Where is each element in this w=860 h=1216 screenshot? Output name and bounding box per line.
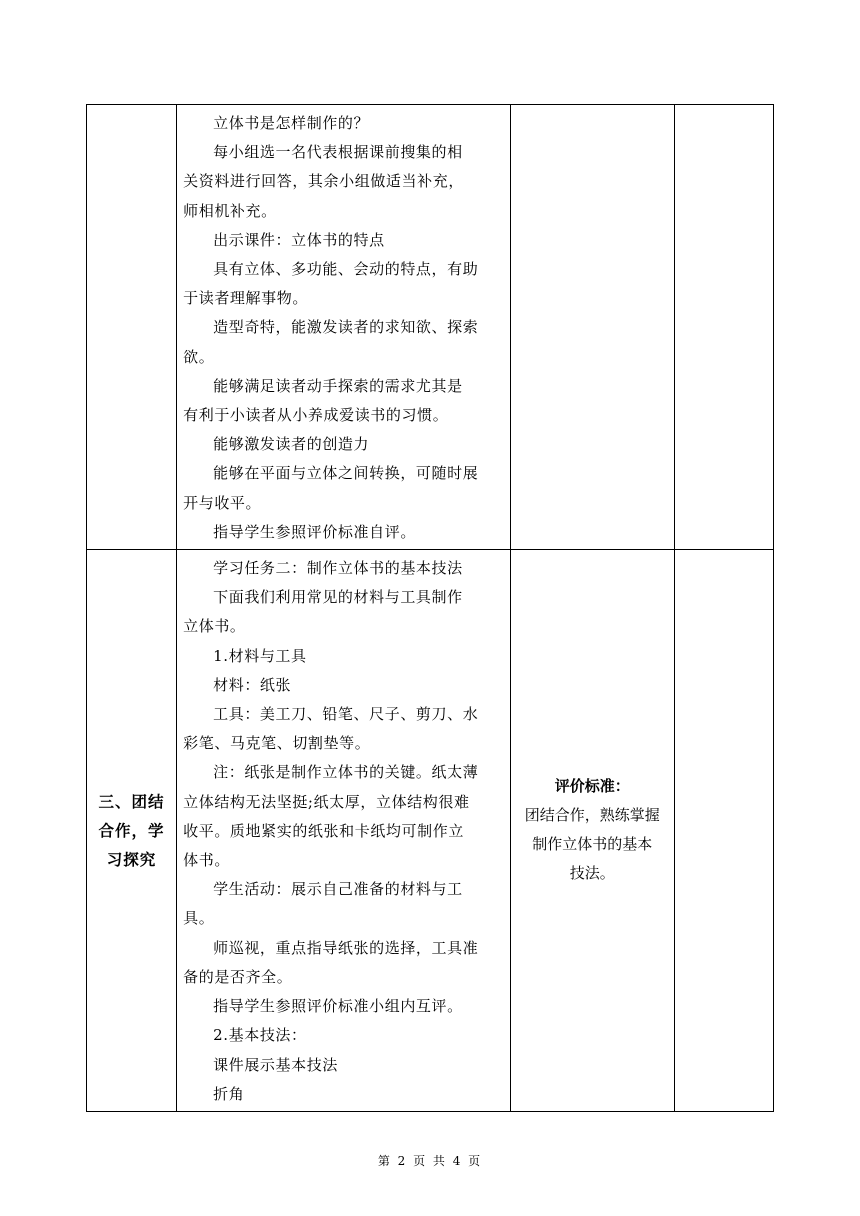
evaluation-cell bbox=[510, 105, 674, 550]
text-line: 欲。 bbox=[183, 347, 215, 366]
activity-content bbox=[177, 550, 509, 1111]
text-line: 材料：纸张 bbox=[213, 675, 292, 694]
text-line: 具有立体、多功能、会动的特点，有助 bbox=[213, 260, 479, 279]
text-line: 1.材料与工具 bbox=[213, 646, 307, 665]
text-line: 关资料进行回答，其余小组做适当补充， bbox=[183, 172, 464, 191]
evaluation-cell bbox=[510, 550, 674, 1112]
text-line: 有利于小读者从小养成爱读书的习惯。 bbox=[183, 406, 449, 425]
text-line: 收平。质地紧实的纸张和卡纸均可制作立 bbox=[183, 821, 464, 840]
text-line: 备的是否齐全。 bbox=[183, 967, 293, 986]
text-line: 具。 bbox=[183, 909, 215, 928]
text-line: 彩笔、马克笔、切割垫等。 bbox=[183, 734, 371, 753]
notes-cell bbox=[674, 105, 773, 550]
text-line: 能够激发读者的创造力 bbox=[213, 435, 370, 454]
table-row bbox=[87, 105, 774, 550]
activity-cell bbox=[177, 105, 510, 550]
table-row bbox=[87, 550, 774, 1112]
text-line: 工具：美工刀、铅笔、尺子、剪刀、水 bbox=[213, 705, 479, 724]
text-line: 指导学生参照评价标准自评。 bbox=[213, 522, 416, 541]
text-line: 能够满足读者动手探索的需求尤其是 bbox=[213, 376, 463, 395]
stage-cell bbox=[87, 105, 177, 550]
text-line: 指导学生参照评价标准小组内互评。 bbox=[213, 997, 463, 1016]
notes-cell bbox=[674, 550, 773, 1112]
text-line: 能够在平面与立体之间转换，可随时展 bbox=[213, 464, 479, 483]
text-line: 下面我们利用常见的材料与工具制作 bbox=[213, 588, 463, 607]
text-line: 折角 bbox=[213, 1084, 245, 1103]
text-line: 立体结构无法坚挺;纸太厚，立体结构很难 bbox=[183, 792, 470, 811]
lesson-plan-table bbox=[86, 104, 774, 1112]
text-line: 师相机补充。 bbox=[183, 201, 277, 220]
activity-content bbox=[177, 105, 509, 549]
text-line: 每小组选一名代表根据课前搜集的相 bbox=[213, 143, 463, 162]
evaluation-line: 团结合作，熟练掌握 bbox=[524, 806, 660, 825]
stage-label-line: 习探究 bbox=[106, 849, 157, 869]
evaluation-line: 技法。 bbox=[569, 864, 615, 883]
text-line: 课件展示基本技法 bbox=[213, 1055, 338, 1074]
evaluation-line: 制作立体书的基本 bbox=[532, 835, 653, 854]
stage-label-line: 合作，学 bbox=[98, 820, 165, 840]
text-line: 出示课件：立体书的特点 bbox=[213, 230, 385, 249]
stage-cell bbox=[87, 550, 177, 1112]
text-line: 2.基本技法： bbox=[213, 1026, 307, 1045]
page-footer: 第 2 页 共 4 页 bbox=[377, 1154, 483, 1168]
text-line: 体书。 bbox=[183, 851, 230, 870]
text-line: 学习任务二：制作立体书的基本技法 bbox=[213, 559, 463, 578]
text-line: 开与收平。 bbox=[183, 493, 262, 512]
text-line: 造型奇特，能激发读者的求知欲、探索 bbox=[213, 318, 479, 337]
text-line: 立体书。 bbox=[183, 617, 246, 636]
text-line: 师巡视，重点指导纸张的选择，工具准 bbox=[213, 938, 479, 957]
text-line: 于读者理解事物。 bbox=[183, 289, 308, 308]
text-line: 立体书是怎样制作的？ bbox=[213, 114, 370, 132]
text-line: 学生活动：展示自己准备的材料与工 bbox=[213, 880, 463, 899]
activity-cell bbox=[177, 550, 510, 1112]
evaluation-title: 评价标准： bbox=[554, 777, 630, 796]
text-line: 注：纸张是制作立体书的关键。纸太薄 bbox=[213, 763, 479, 782]
stage-label-line: 三、团结 bbox=[98, 791, 165, 811]
